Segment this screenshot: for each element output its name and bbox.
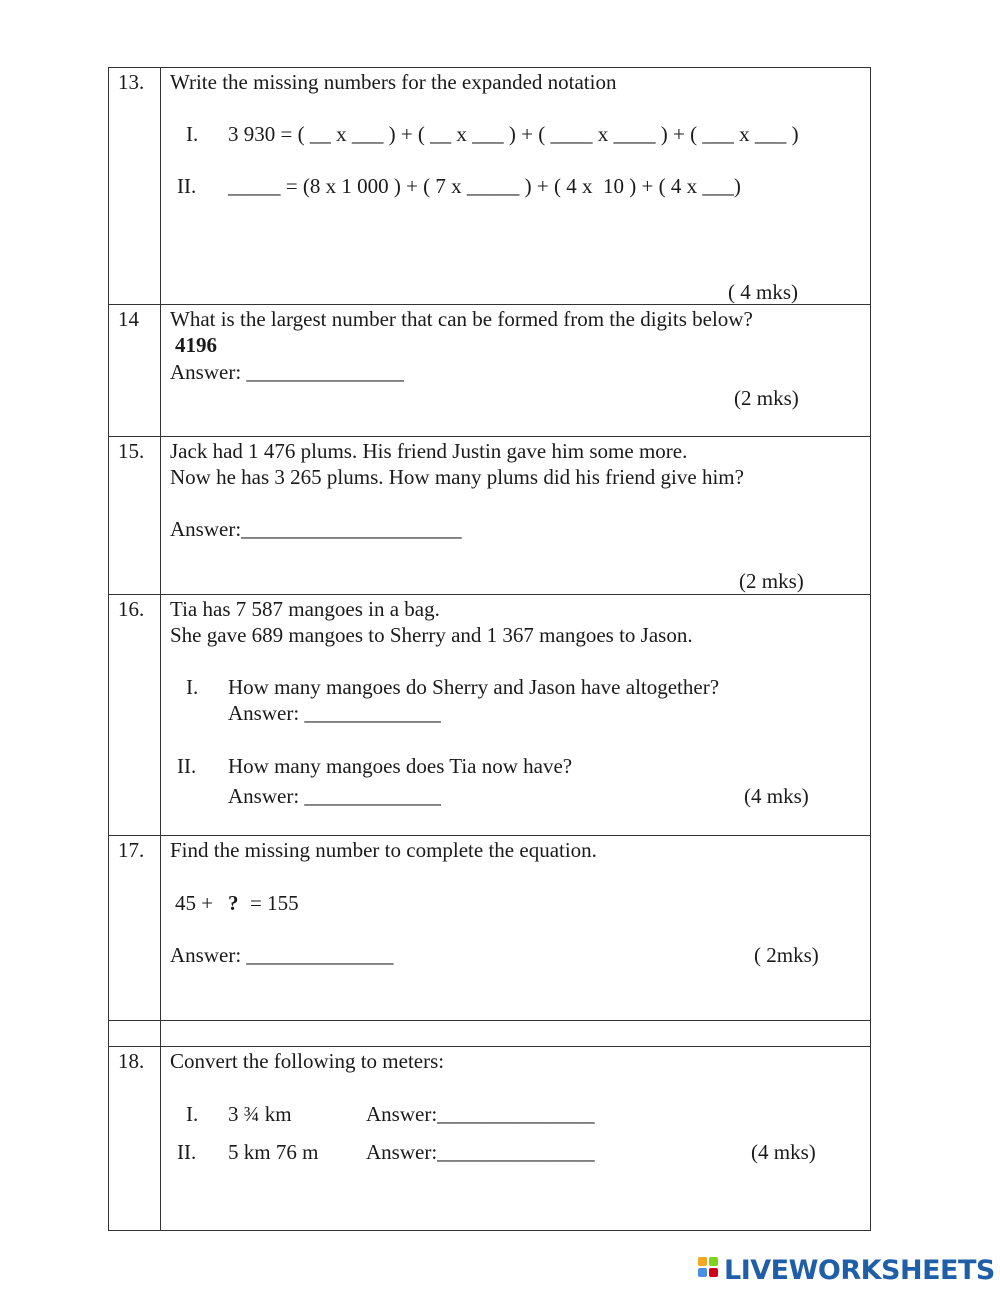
answer-line[interactable]: Answer: _____________ bbox=[228, 701, 441, 725]
expanded-notation-line: 3 930 = ( __ x ___ ) + ( __ x ___ ) + ( ____ x ____ ) + ( ___ x ___ ) bbox=[228, 122, 799, 146]
answer-line[interactable]: Answer: _______________ bbox=[170, 360, 404, 384]
question-18-row bbox=[108, 1046, 871, 1231]
marks-label: ( 2mks) bbox=[754, 943, 819, 967]
logo-text: LIVEWORKSHEETS bbox=[724, 1254, 995, 1286]
question-number-cell bbox=[109, 1047, 161, 1230]
question-15-row bbox=[108, 436, 871, 595]
liveworksheets-logo-icon bbox=[698, 1257, 720, 1283]
spacer-row bbox=[108, 1020, 871, 1047]
conversion-value: 3 ¾ km bbox=[228, 1102, 292, 1126]
question-prompt: Convert the following to meters: bbox=[170, 1049, 445, 1073]
question-text: She gave 689 mangoes to Sherry and 1 367 mangoes to Jason. bbox=[170, 623, 693, 647]
question-prompt: What is the largest number that can be formed from the digits below? bbox=[170, 307, 753, 331]
question-number-cell bbox=[109, 437, 161, 594]
sub-question: How many mangoes does Tia now have? bbox=[228, 754, 573, 778]
question-prompt: Find the missing number to complete the equation. bbox=[170, 838, 597, 862]
question-number-cell bbox=[109, 68, 161, 304]
answer-line[interactable]: Answer: _____________ bbox=[228, 784, 441, 808]
question-number: 14 bbox=[118, 307, 139, 331]
empty-number-cell bbox=[109, 1021, 161, 1046]
question-number: 16. bbox=[118, 597, 145, 621]
expanded-notation-line: _____ = (8 x 1 000 ) + ( 7 x _____ ) + ( 4 x 10 ) + ( 4 x ___) bbox=[228, 174, 741, 198]
question-prompt: Write the missing numbers for the expanded notation bbox=[170, 70, 617, 94]
question-17-row bbox=[108, 835, 871, 1021]
item-roman: II. bbox=[177, 754, 197, 778]
question-number-cell bbox=[109, 305, 161, 436]
worksheet-table bbox=[108, 67, 871, 1231]
marks-label: (4 mks) bbox=[751, 1140, 816, 1164]
marks-label: ( 4 mks) bbox=[728, 280, 798, 304]
question-16-row bbox=[108, 594, 871, 836]
sub-question: How many mangoes do Sherry and Jason have altogether? bbox=[228, 675, 720, 699]
digits-value: 4196 bbox=[175, 333, 217, 357]
question-text: Tia has 7 587 mangoes in a bag. bbox=[170, 597, 440, 621]
question-number: 15. bbox=[118, 439, 145, 463]
question-text: Now he has 3 265 plums. How many plums did his friend give him? bbox=[170, 465, 744, 489]
question-text: Jack had 1 476 plums. His friend Justin gave him some more. bbox=[170, 439, 688, 463]
equation-unknown: ? bbox=[228, 891, 239, 915]
item-roman: II. bbox=[177, 1140, 197, 1164]
marks-label: (4 mks) bbox=[744, 784, 809, 808]
question-number: 17. bbox=[118, 838, 145, 862]
conversion-value: 5 km 76 m bbox=[228, 1140, 319, 1164]
question-number-cell bbox=[109, 836, 161, 1020]
marks-label: (2 mks) bbox=[739, 569, 804, 593]
equation-right: = 155 bbox=[250, 891, 299, 915]
answer-line[interactable]: Answer:_____________________ bbox=[170, 517, 462, 541]
liveworksheets-logo[interactable] bbox=[698, 1255, 995, 1285]
equation-left: 45 + bbox=[175, 891, 214, 915]
question-14-row bbox=[108, 304, 871, 437]
item-roman: I. bbox=[186, 1102, 199, 1126]
item-roman: II. bbox=[177, 174, 197, 198]
question-number: 13. bbox=[118, 70, 145, 94]
answer-line[interactable]: Answer: ______________ bbox=[170, 943, 394, 967]
item-roman: I. bbox=[186, 675, 199, 699]
answer-line[interactable]: Answer:_______________ bbox=[366, 1140, 595, 1164]
answer-line[interactable]: Answer:_______________ bbox=[366, 1102, 595, 1126]
question-number-cell bbox=[109, 595, 161, 835]
question-number: 18. bbox=[118, 1049, 145, 1073]
question-13-row bbox=[108, 67, 871, 305]
item-roman: I. bbox=[186, 122, 199, 146]
marks-label: (2 mks) bbox=[734, 386, 799, 410]
